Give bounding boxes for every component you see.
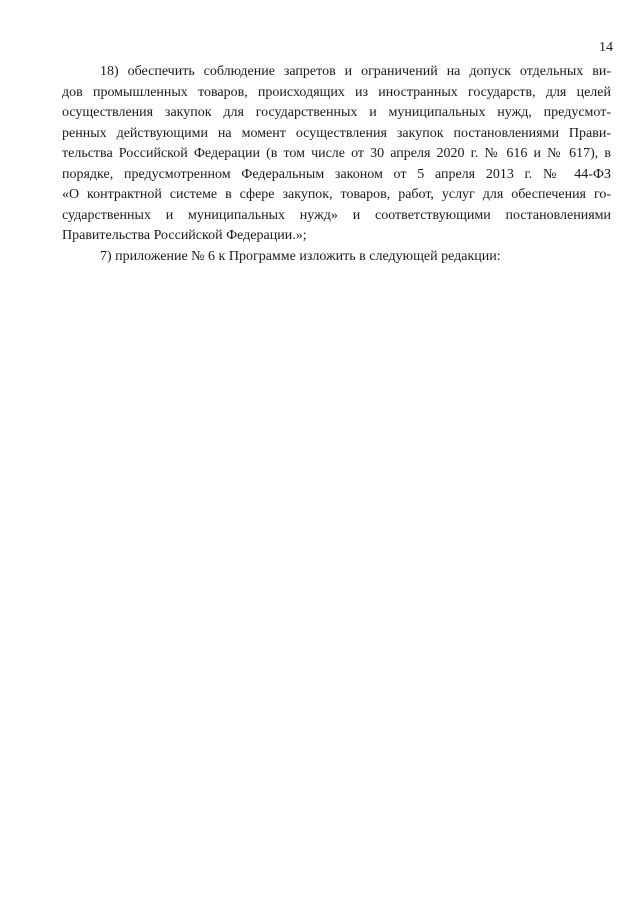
paragraph-item-7 xyxy=(62,247,611,268)
text-line: Правительства Российской Федерации.»; xyxy=(62,228,307,243)
paragraph-item-18 xyxy=(62,62,611,247)
text-line: 7) приложение № 6 к Программе изложить в следующей редакции: xyxy=(100,248,501,264)
text-line: осуществления закупок для государственных и муниципальных нужд, предусмот- xyxy=(62,105,611,120)
text-line: тельства Российской Федерации (в том числе от 30 апреля 2020 г. № 616 и № 617), в xyxy=(62,146,611,161)
text-line: порядке, предусмотренном Федеральным законом от 5 апреля 2013 г. № 44-ФЗ xyxy=(62,166,611,182)
document-body xyxy=(62,62,611,267)
text-line: сударственных и муниципальных нужд» и соответствующими постановлениями xyxy=(62,207,611,223)
text-line: ренных действующими на момент осуществления закупок постановлениями Прави- xyxy=(62,125,611,141)
text-line: 18) обеспечить соблюдение запретов и ограничений на допуск отдельных ви- xyxy=(100,64,611,79)
text-line: дов промышленных товаров, происходящих из иностранных государств, для целей xyxy=(62,84,611,100)
page-number: 14 xyxy=(599,40,613,55)
text-line: «О контрактной системе в сфере закупок, товаров, работ, услуг для обеспечения го- xyxy=(62,187,611,202)
